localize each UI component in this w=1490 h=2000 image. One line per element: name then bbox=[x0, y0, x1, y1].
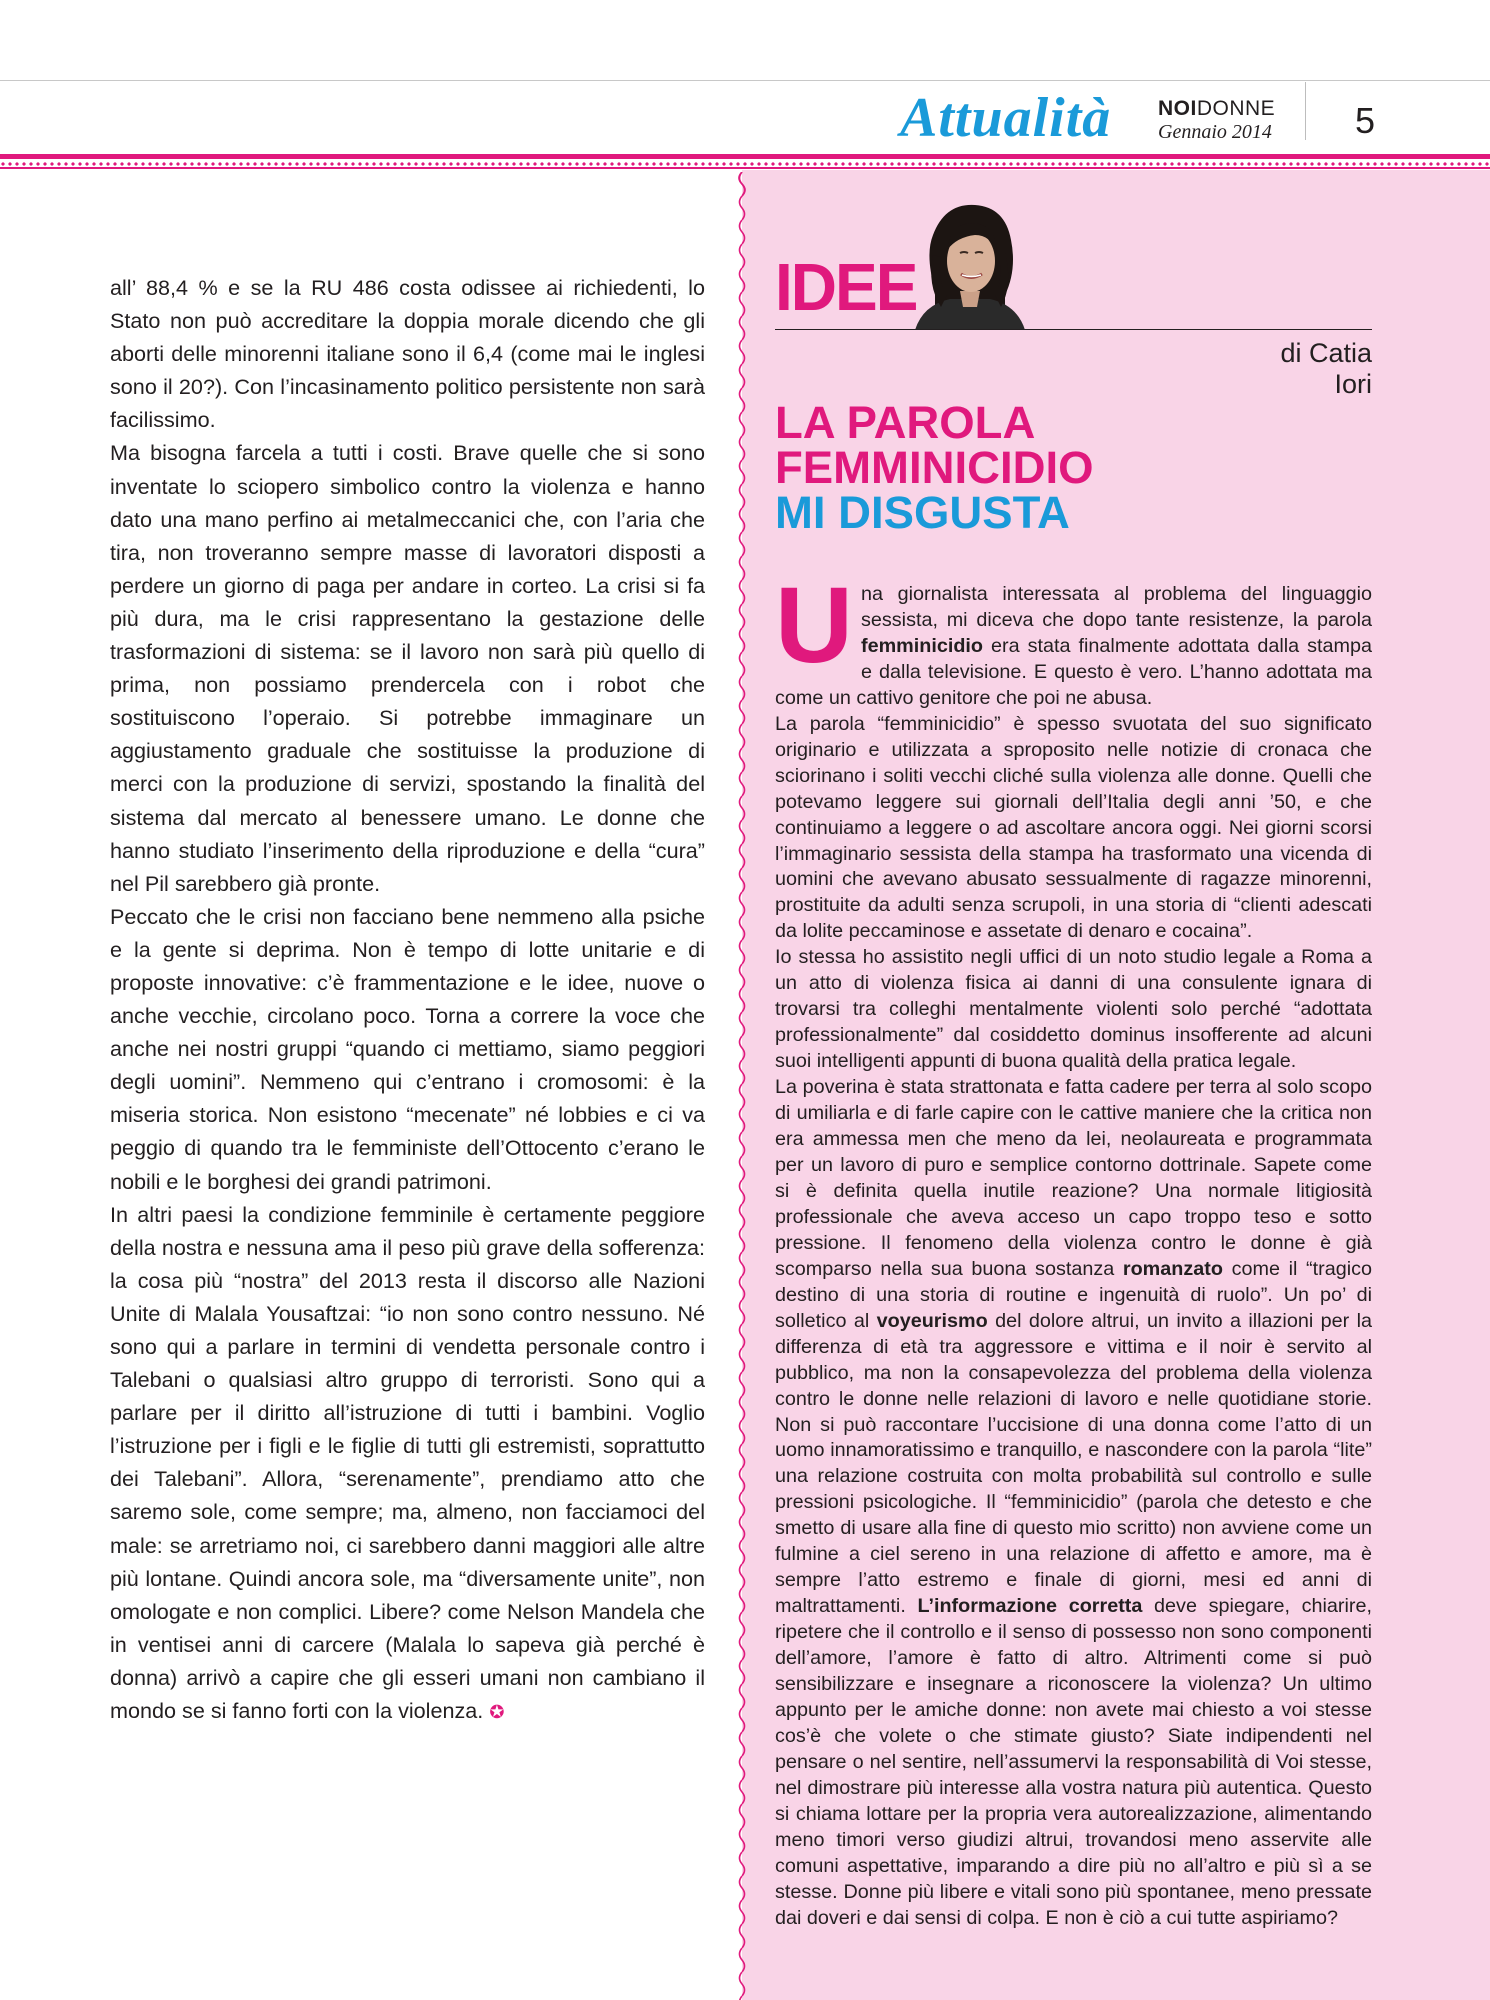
header-band bbox=[0, 154, 1490, 159]
left-paragraph-last bbox=[110, 1198, 705, 1730]
text-run: era stata finalmente adottata dalla stampa e dalla televisione. E questo è vero. L’hanno adottata ma come un cattivo genitore che poi ne abusa. bbox=[775, 634, 1372, 709]
text-run: come il “tragico destino di una storia di routine e ingenuità di ruolo”. Un po’ di solletico al bbox=[775, 1257, 1373, 1332]
article-body bbox=[775, 564, 1373, 1932]
article-paragraph-1 bbox=[775, 564, 1372, 712]
column-label: IDEE bbox=[775, 249, 917, 325]
brand-bold: NOI bbox=[1158, 97, 1197, 120]
header-dotted-band bbox=[0, 162, 1490, 166]
issue-date: Gennaio 2014 bbox=[1158, 121, 1272, 143]
magazine-brand bbox=[1158, 97, 1275, 121]
left-column bbox=[110, 271, 705, 1729]
text-run: La poverina è stata strattonata e fatta cadere per terra al solo scopo di umiliarla e di farle capire con le cattive maniere che la critica non era ammessa men che meno da lei, neolaureata e programmata per un lavoro di puro e semplice contorno dottrinale. Sapete come si è definita quella inutile reazione? Una normale litigiosità professionale che aveva acceso un capo troppo teso e sotto pressione. Il fenomeno della violenza contro le donne è già scomparso nella sua buona sostanza bbox=[775, 1076, 1372, 1280]
drop-cap: U bbox=[775, 564, 853, 685]
article-paragraph-4 bbox=[775, 1075, 1372, 1931]
bold-run: femminicidio bbox=[861, 634, 984, 657]
end-mark-icon: ✪ bbox=[489, 1702, 505, 1723]
dotted-divider bbox=[732, 172, 752, 2000]
left-paragraph: all’ 88,4 % e se la RU 486 costa odissee ai richiedenti, lo Stato non può accreditare la doppia morale dicendo che gli aborti delle minorenni italiane sono il 6,4 (come mai le inglesi sono il 20?). Con l’incasinamento politico persistente non sarà facilissimo. bbox=[110, 275, 705, 433]
text-run: del dolore altrui, un invito a illazioni per la differenza di età tra aggressore e vittima e il noir è servito al pubblico, ma non la consapevolezza del problema della violenza contro le donne nelle relazioni di lavoro e nelle quotidiane storie. Non si può raccontare l’uccisione di una donna come l’atto di un uomo innamoratissimo e tranquillo, e nascondere con la parola “lite” una relazione costruita con molta probabilità sul controllo e sulle pressioni psicologiche. Il “femminicidio” (parola che detesto e che smetto di usare alla fine di questo mio scritto) non avviene come un fulmine a ciel sereno in una relazione di affetto e amore, ma è sempre l’atto estremo e finale di giorni, mesi ed anni di maltrattamenti. bbox=[775, 1309, 1372, 1618]
bold-run: romanzato bbox=[1122, 1257, 1223, 1280]
bold-run: voyeurismo bbox=[876, 1309, 988, 1332]
header-band-thin bbox=[0, 167, 1490, 169]
author-portrait bbox=[905, 195, 1031, 330]
headline-line-1: LA PAROLA bbox=[775, 397, 1036, 448]
byline: di Catia Iori bbox=[1280, 338, 1372, 399]
page-number: 5 bbox=[1355, 100, 1376, 141]
headline-line-3: MI DISGUSTA bbox=[775, 487, 1070, 538]
left-paragraph: Ma bisogna farcela a tutti i costi. Brave quelle che si sono inventate lo sciopero simbolico contro la violenza e hanno dato una mano perfino ai metalmeccanici che, con l’aria che tira, non troveranno sempre masse di lavoratori disposti a perdere un giorno di paga per andare in corteo. La crisi si fa più dura, ma le crisi rappresentano la gestazione delle trasformazioni di sistema: se il lavoro non sarà più quello di prima, non possiamo prendercela con i robot che sostituiscono l’operaio. Si potrebbe immaginare un aggiustamento graduale che sostituisse la produzione di merci con la produzione di servizi, spostando la finalità del sistema dal mercato al benessere umano. Le donne che hanno studiato l’inserimento della riproduzione e della “cura” nel Pil sarebbero già pronte. bbox=[110, 440, 705, 896]
headline-line-2: FEMMINICIDIO bbox=[775, 442, 1094, 493]
headline bbox=[775, 397, 1094, 538]
text-run: deve spiegare, chiarire, ripetere che il controllo e il senso di possesso non sono componenti dell’amore, l’amore è fatto di altro. Altrimenti come si può sensibilizzare e insegnare a riconoscere la violenza? Un ultimo appunto per le amiche donne: non avete mai chiesto a voi stesse cos’è che volete o che stimate giusto? Siate indipendenti nel pensare o nel sentire, nell’assumervi la responsabilità di Voi stesse, nel dimostrare più interesse alla vostra natura più autentica. Questo si chiama lottare per la propria vera autorealizzazione, alimentando meno timori verso giudizi altrui, trovandosi meno asservite alle comuni aspettative, imparando a dire più no all’altro e più sì a se stesse. Donne più libere e vitali sono più spontanee, meno pressate dai doveri e dai sensi di colpa. E non è ciò a cui tutte aspiriamo? bbox=[775, 1595, 1372, 1929]
label-rule bbox=[775, 329, 1372, 330]
article-paragraph-3: Io stessa ho assistito negli uffici di un noto studio legale a Roma a un atto di violenza fisica ai danni di una consulente ignara di trovarsi tra colleghi mentalmente violenti solo perché “adottata professionalmente” dal cosiddetto dominus insofferente ad alcuni suoi intelligenti appunti di buona qualità della pratica legale. bbox=[775, 946, 1372, 1073]
brand-regular: DONNE bbox=[1196, 97, 1276, 120]
text-run: na giornalista interessata al problema del linguaggio sessista, mi diceva che dopo tante resistenze, la parola bbox=[861, 583, 1372, 631]
top-rule bbox=[0, 80, 1490, 81]
header-separator bbox=[1305, 82, 1306, 140]
left-paragraph: Peccato che le crisi non facciano bene nemmeno alla psiche e la gente si deprima. Non è tempo di lotte unitarie e di proposte innovative: c’è frammentazione e le idee, nuove o anche vecchie, circolano poco. Torna a correre la voce che anche nei nostri gruppi “quando ci mettiamo, siamo peggiori degli uomini”. Nemmeno qui c’entrano i cromosomi: è la miseria storica. Non esistono “mecenate” né lobbies e ci va peggio di quando tra le femministe dell’Ottocento c’erano le nobili e le borghesi dei grandi patrimoni. bbox=[110, 903, 705, 1194]
left-paragraph-text: In altri paesi la condizione femminile è certamente peggiore della nostra e nessuna ama il peso più grave della sofferenza: la cosa più “nostra” del 2013 resta il discorso alle Nazioni Unite di Malala Yousaftzai: “io non sono contro nessuno. Né sono qui a parlare in termini di vendetta personale contro i Talebani o qualsiasi altro gruppo di terroristi. Sono qui a parlare per il diritto all’istruzione di tutti i bambini. Voglio l’istruzione per i figli e le figlie di tutti gli estremisti, soprattutto dei Talebani”. Allora, “serenamente”, prendiamo atto che saremo sole, come sempre; ma, almeno, non facciamoci del male: se arretriamo noi, ci sarebbero danni maggiori alle altre più lontane. Quindi ancora sole, ma “diversamente unite”, non omologate e non complici. Libere? come Nelson Mandela che in ventisei anni di carcere (Malala lo sapeva già perché è donna) arrivò a capire che gli esseri umani non cambiano il mondo se si fanno forti con la violenza. bbox=[110, 1201, 705, 1724]
article-paragraph-2: La parola “femminicidio” è spesso svuotata del suo significato originario e utilizzata a sproposito nelle notizie di cronaca che sciorinano i soliti vecchi cliché sulla violenza alle donne. Quelli che potevamo leggere sui giornali dell’Italia degli anni ’50, e che continuiamo a leggere o ad ascoltare ancora oggi. Nei giorni scorsi l’immaginario sessista della stampa ha trasformato una vicenda di uomini che avevano abusato sessualmente di ragazze minorenni, prostituite da adulti senza scrupoli, in una storia di “clienti adescati da lolite peccaminose e assetate di denaro e cocaina”. bbox=[775, 712, 1372, 943]
bold-run: L’informazione corretta bbox=[917, 1595, 1143, 1618]
section-title: Attualità bbox=[900, 87, 1112, 149]
